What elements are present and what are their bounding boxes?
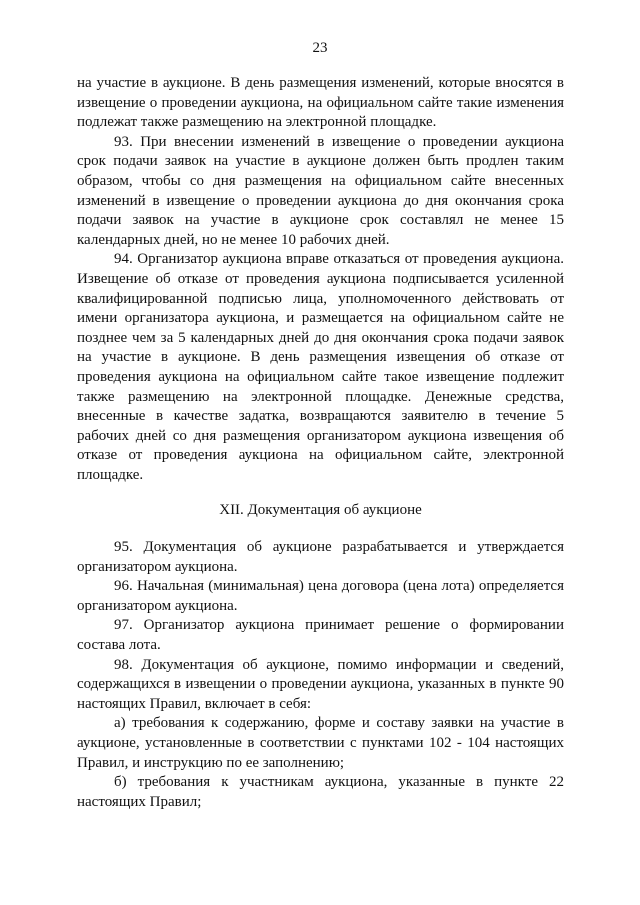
paragraph-98: 98. Документация об аукционе, помимо информации и сведений, содержащихся в извещении о проведении аукциона, указанных в пункте 90 настоящих Правил, включает в себя: — [77, 656, 564, 712]
paragraph-95: 95. Документация об аукционе разрабатывается и утверждается организатором аукциона. — [77, 539, 564, 575]
paragraph-97: 97. Организатор аукциона принимает решение о формировании состава лота. — [77, 617, 564, 654]
paragraph-94: 94. Организатор аукциона вправе отказаться от проведения аукциона. Извещение об отказе от проведения аукциона подписывается усиленной квалифицированной подписью лица, уполномоченного действовать от имени организатора аукциона, и размещается на официальном сайте не позднее чем за 5 календарных дней до дня окончания срока подачи заявок на участие в аукционе. В день размещения извещения об отказе от проведения аукциона на официальном сайте такое извещение подлежит также размещению на электронной площадке. Денежные средства, внесенные в качестве задатка, возвращаются заявителю в течение 5 рабочих дней со дня размещения организатором аукциона извещения об отказе от проведения аукциона на официальном сайте, электронной площадке. — [77, 251, 564, 483]
page-number: 23 — [312, 40, 328, 56]
paragraph-98-b: б) требования к участникам аукциона, указанные в пункте 22 настоящих Правил; — [77, 774, 564, 810]
page-body — [77, 74, 564, 812]
paragraph-93: 93. При внесении изменений в извещение о проведении аукциона срок подачи заявок на участие в аукционе должен быть продлен таким образом, чтобы со дня размещения на официальном сайте внесенных изменений в извещение о проведении аукциона до дня окончания срока подачи заявок на участие в аукционе срок составлял не менее 15 календарных дней, но не менее 10 рабочих дней. — [77, 133, 564, 248]
paragraph-96: 96. Начальная (минимальная) цена договора (цена лота) определяется организатором аукциона. — [77, 578, 564, 614]
section-heading: XII. Документация об аукционе — [219, 502, 422, 519]
paragraph-98-a: а) требования к содержанию, форме и составу заявки на участие в аукционе, установленные в соответствии с пунктами 102 - 104 настоящих Правил, и инструкцию по ее заполнению; — [77, 715, 564, 771]
paragraph-continuation: на участие в аукционе. В день размещения изменений, которые вносятся в извещение о проведении аукциона, на официальном сайте такие изменения подлежат также размещению на электронной площадке. — [77, 75, 564, 131]
